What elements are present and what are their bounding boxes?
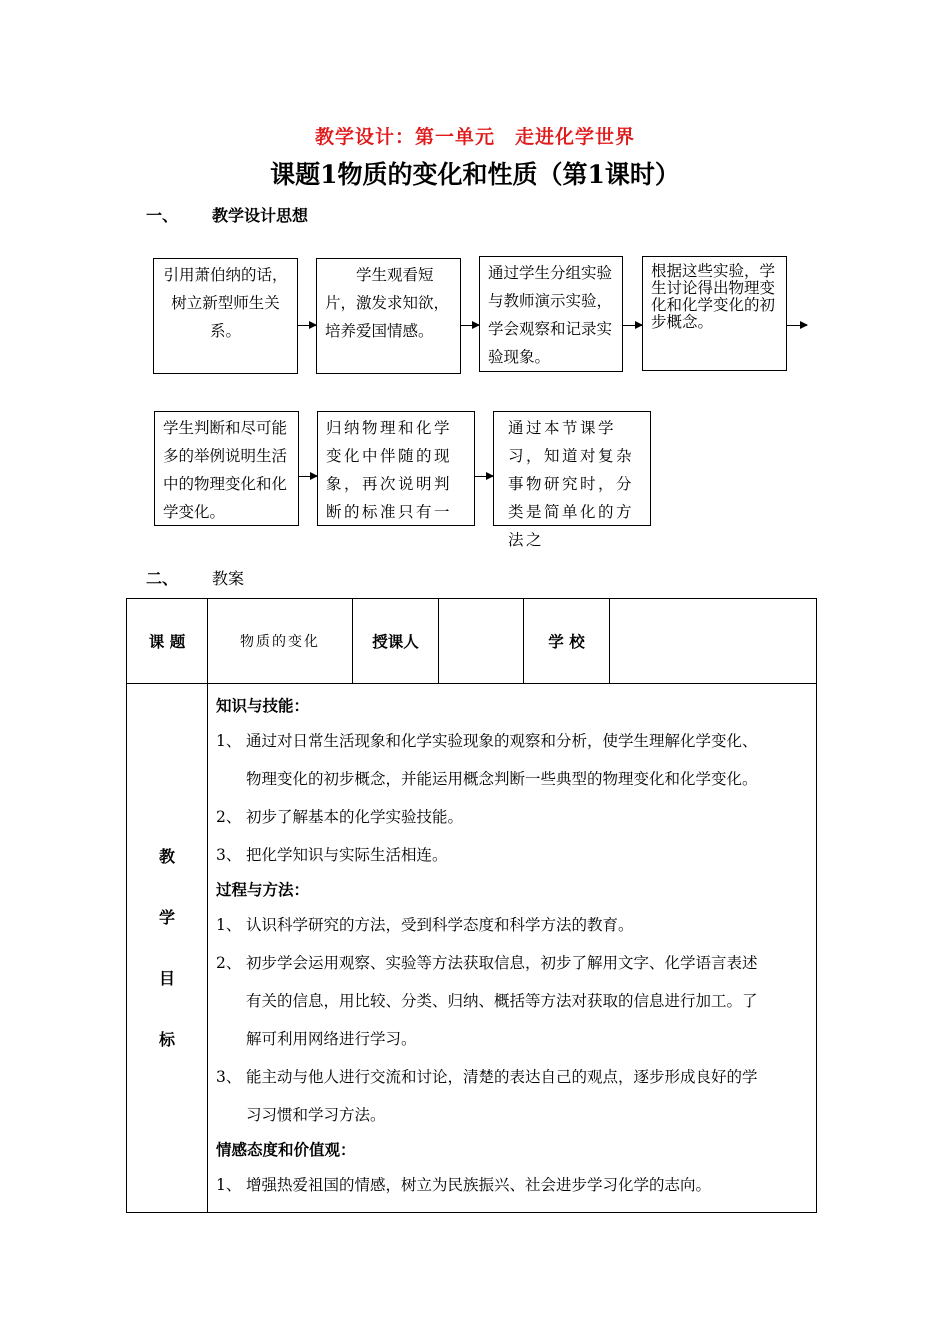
school-label: 学 校 (524, 599, 610, 684)
goals-char: 目 (158, 969, 175, 988)
flow-arrow-4 (787, 325, 807, 326)
item-text: 增强热爱祖国的情感，树立为民族振兴、社会进步学习化学的志向。 (246, 1176, 712, 1194)
list-item (216, 944, 806, 1058)
item-text: 认识科学研究的方法，受到科学态度和科学方法的教育。 (246, 916, 634, 934)
flow-arrow-5 (299, 476, 317, 477)
table-header-row (127, 599, 817, 684)
goals-label (127, 684, 208, 1213)
item-number: 3、 (216, 846, 242, 864)
goals-char: 教 (158, 847, 175, 866)
item-number: 2、 (216, 808, 242, 826)
teacher-label: 授课人 (353, 599, 439, 684)
list-item (216, 836, 806, 874)
flow-box-4: 根据这些实验，学生讨论得出物理变化和化学变化的初步概念。 (642, 256, 787, 371)
topic-label: 课 题 (127, 599, 208, 684)
flow-box-2: 学生观看短片，激发求知欲，培养爱国情感。 (316, 258, 461, 374)
document-subtitle: 教学设计：第一单元 走进化学世界 (314, 126, 635, 148)
section2-number: 二、 (146, 569, 179, 588)
item-text: 习习惯和学习方法。 (246, 1106, 386, 1124)
item-text: 初步学会运用观察、实验等方法获取信息，初步了解用文字、化学语言表述 (246, 954, 758, 972)
list-item (216, 1166, 806, 1204)
list-item (216, 1058, 806, 1134)
flow-arrow-6 (475, 476, 493, 477)
school-value (610, 599, 817, 684)
list-item (216, 906, 806, 944)
section2-heading: 教案 (212, 569, 245, 588)
item-number: 1、 (216, 1176, 242, 1194)
goals-content (208, 684, 817, 1213)
item-number: 1、 (216, 916, 242, 934)
process-heading: 过程与方法： (216, 880, 310, 899)
item-text: 物理变化的初步概念，并能运用概念判断一些典型的物理变化和化学变化。 (246, 770, 758, 788)
list-item (216, 798, 806, 836)
item-text: 能主动与他人进行交流和讨论，清楚的表达自己的观点，逐步形成良好的学 (246, 1068, 758, 1086)
item-number: 2、 (216, 954, 242, 972)
flow-box-7: 通过本节课学习，知道对复杂事物研究时，分类是简单化的方法之 (493, 411, 651, 526)
flow-box-5: 学生判断和尽可能多的举例说明生活中的物理变化和化学变化。 (154, 411, 299, 526)
section1-heading: 教学设计思想 (212, 206, 309, 225)
flow-arrow-3 (623, 325, 642, 326)
item-text: 通过对日常生活现象和化学实验现象的观察和分析，使学生理解化学变化、 (246, 732, 758, 750)
flow-arrow-1 (298, 325, 316, 326)
goals-char: 学 (158, 908, 175, 927)
item-text: 有关的信息，用比较、分类、归纳、概括等方法对获取的信息进行加工。了 (246, 992, 758, 1010)
goals-char: 标 (158, 1030, 175, 1049)
teacher-value (439, 599, 524, 684)
item-number: 3、 (216, 1068, 242, 1086)
flow-box-6: 归纳物理和化学变化中伴随的现象，再次说明判断的标准只有一 (317, 411, 475, 526)
section1-number: 一、 (146, 206, 179, 225)
knowledge-heading: 知识与技能： (216, 696, 310, 715)
flow-box-3: 通过学生分组实验与教师演示实验，学会观察和记录实验现象。 (479, 256, 623, 372)
lesson-plan-table (126, 598, 817, 1213)
item-text: 把化学知识与实际生活相连。 (246, 846, 448, 864)
list-item (216, 722, 806, 798)
flow-box-1: 引用萧伯纳的话，树立新型师生关系。 (153, 258, 298, 374)
topic-value: 物质的变化 (208, 599, 353, 684)
document-title: 课题1物质的变化和性质（第1课时） (270, 160, 680, 189)
emotion-heading: 情感态度和价值观： (216, 1140, 356, 1159)
flow-arrow-2 (461, 325, 479, 326)
item-number: 1、 (216, 732, 242, 750)
item-text: 解可利用网络进行学习。 (246, 1030, 417, 1048)
goals-row (127, 684, 817, 1213)
item-text: 初步了解基本的化学实验技能。 (246, 808, 464, 826)
